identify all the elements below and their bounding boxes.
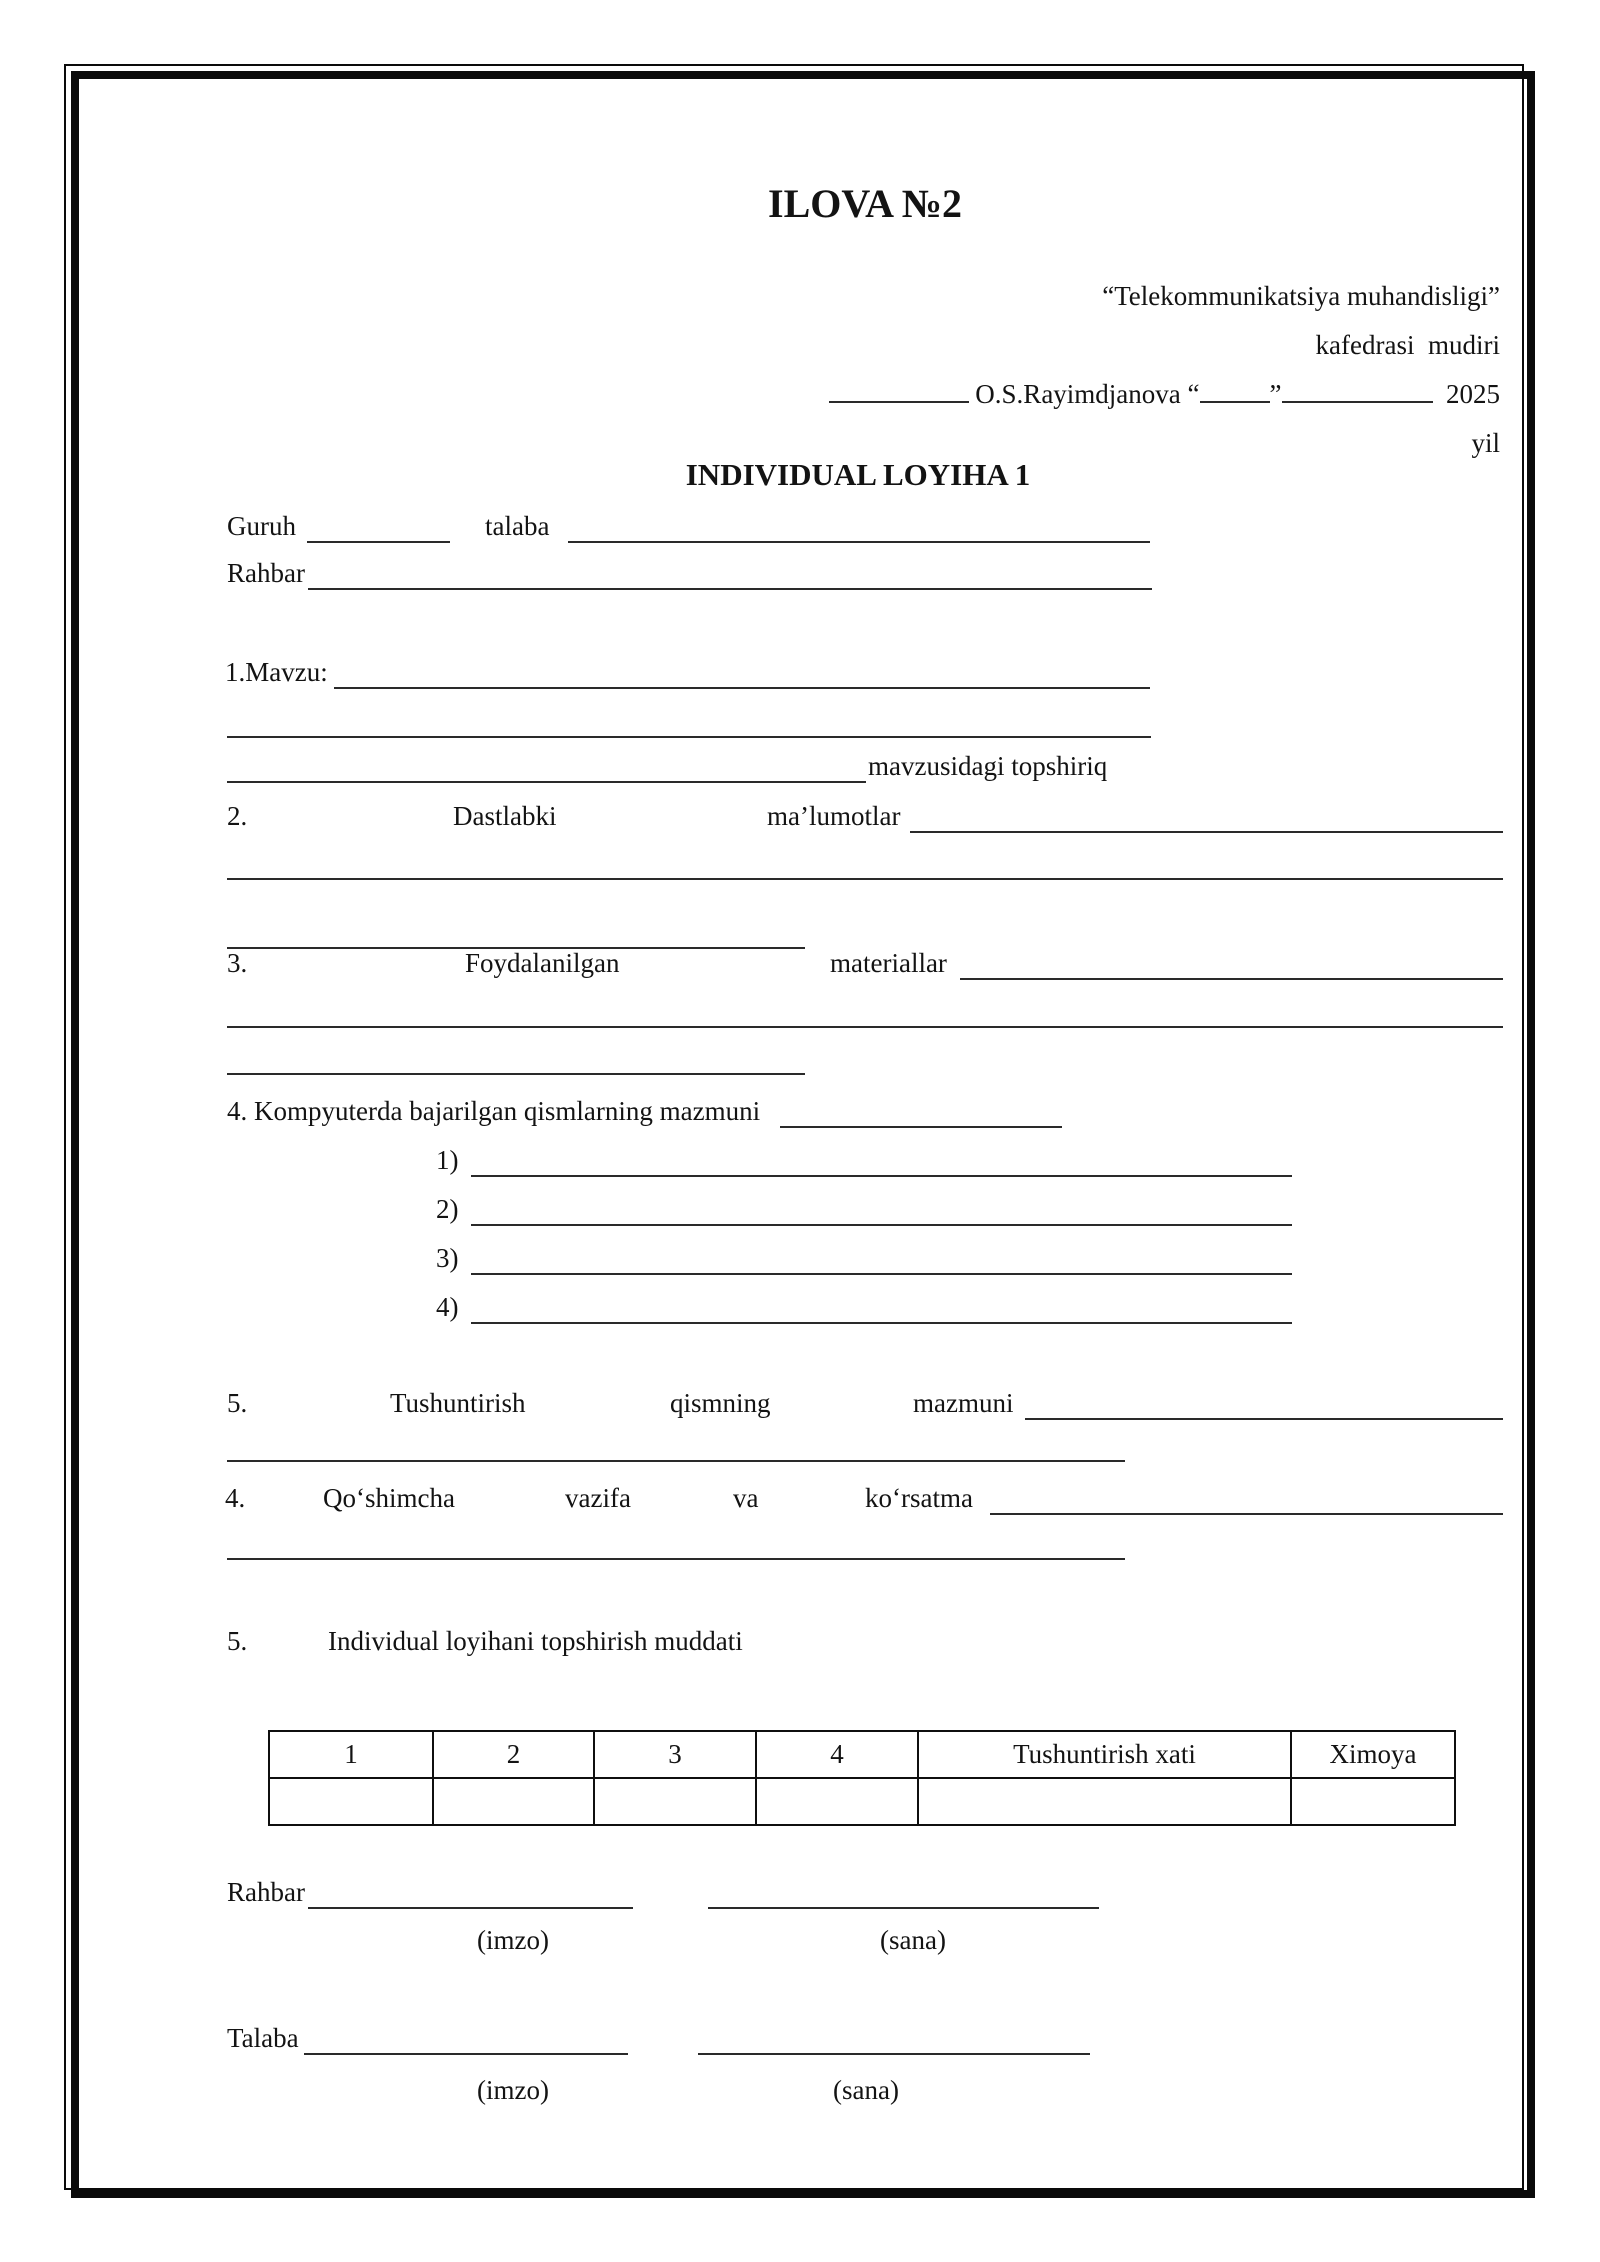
- item3-field-line-2: [227, 1026, 1503, 1028]
- item2-number: 2.: [227, 801, 248, 831]
- item3-word1: Foydalanilgan: [465, 948, 620, 978]
- signature-rahbar-sana-line: [708, 1907, 1099, 1909]
- mavzu-field-line-1: [334, 687, 1150, 689]
- schedule-cell-empty: [756, 1778, 918, 1825]
- schedule-header-2: 2: [433, 1731, 594, 1778]
- guruh-field-line: [307, 541, 450, 543]
- schedule-data-row: [269, 1778, 1455, 1825]
- signature-talaba-imzo-caption: (imzo): [477, 2075, 549, 2105]
- item3-number: 3.: [227, 948, 248, 978]
- schedule-cell-empty: [269, 1778, 433, 1825]
- item4-text: 4. Kompyuterda bajarilgan qismlarning mazmuni: [227, 1096, 761, 1126]
- subitem-2-line: [471, 1224, 1292, 1226]
- subitem-3-label: 3): [436, 1243, 459, 1273]
- signature-talaba-sana-line: [698, 2053, 1090, 2055]
- approval-signature-line: [829, 381, 1500, 408]
- talaba-field-line: [568, 541, 1150, 543]
- item6-word1: Qo‘shimcha: [323, 1483, 455, 1513]
- item2-field-line-2: [227, 878, 1503, 880]
- schedule-header-row: [269, 1731, 1455, 1778]
- item7-text: Individual loyihani topshirish muddati: [328, 1626, 743, 1656]
- signature-rahbar-imzo-caption: (imzo): [477, 1925, 549, 1955]
- approval-month-blank: [1282, 381, 1433, 403]
- schedule-header-1: 1: [269, 1731, 433, 1778]
- item6-field-line-2: [227, 1558, 1125, 1560]
- schedule-cell-empty: [433, 1778, 594, 1825]
- item6-number: 4.: [225, 1483, 246, 1513]
- item5-word3: mazmuni: [913, 1388, 1014, 1418]
- signature-rahbar-label: Rahbar: [227, 1877, 305, 1907]
- rahbar-label: Rahbar: [227, 558, 305, 588]
- signature-talaba-sana-caption: (sana): [833, 2075, 899, 2105]
- item6-word4: ko‘rsatma: [865, 1483, 973, 1513]
- signature-talaba-label: Talaba: [227, 2023, 299, 2053]
- item5-field-line-1: [1025, 1418, 1503, 1420]
- schedule-header-3: 3: [594, 1731, 756, 1778]
- item5-word1: Tushuntirish: [390, 1388, 526, 1418]
- schedule-cell-empty: [594, 1778, 756, 1825]
- approval-year-suffix: yil: [1471, 428, 1500, 458]
- subitem-2-label: 2): [436, 1194, 459, 1224]
- schedule-header-ximoya: Ximoya: [1291, 1731, 1455, 1778]
- item2-word1: Dastlabki: [453, 801, 557, 831]
- schedule-header-tushuntirish-xati: Tushuntirish xati: [918, 1731, 1291, 1778]
- approval-year: 2025: [1446, 379, 1500, 409]
- item2-field-line-1: [910, 831, 1503, 833]
- item4-field-line: [780, 1126, 1062, 1128]
- approval-department: “Telekommunikatsiya muhandisligi”: [1102, 281, 1500, 311]
- item6-word2: vazifa: [565, 1483, 631, 1513]
- item2-word2: ma’lumotlar: [767, 801, 901, 831]
- rahbar-field-line: [308, 588, 1152, 590]
- subitem-4-label: 4): [436, 1292, 459, 1322]
- schedule-cell-empty: [1291, 1778, 1455, 1825]
- item3-word2: materiallar: [830, 948, 947, 978]
- item5-field-line-2: [227, 1460, 1125, 1462]
- item6-word3: va: [733, 1483, 759, 1513]
- item7-number: 5.: [227, 1626, 248, 1656]
- subitem-1-label: 1): [436, 1145, 459, 1175]
- item5-number: 5.: [227, 1388, 248, 1418]
- subitem-1-line: [471, 1175, 1292, 1177]
- schedule-header-4: 4: [756, 1731, 918, 1778]
- approval-day-blank: [1200, 381, 1270, 403]
- approval-role: kafedrasi mudiri: [1315, 330, 1500, 360]
- close-quote: ”: [1269, 379, 1282, 409]
- approver-name: O.S.Rayimdjanova: [975, 379, 1181, 409]
- mavzu-field-line-2: [227, 736, 1151, 738]
- subitem-4-line: [471, 1322, 1292, 1324]
- mavzu-field-line-3: [227, 781, 866, 783]
- item3-field-line-1: [960, 978, 1503, 980]
- subitem-3-line: [471, 1273, 1292, 1275]
- guruh-label: Guruh: [227, 511, 296, 541]
- appendix-title: ILOVA №2: [768, 181, 962, 226]
- item5-word2: qismning: [670, 1388, 771, 1418]
- item3-field-line-3: [227, 1073, 805, 1075]
- schedule-cell-empty: [918, 1778, 1291, 1825]
- open-quote: “: [1187, 379, 1200, 409]
- talaba-label: talaba: [485, 511, 550, 541]
- signature-rahbar-imzo-line: [308, 1907, 633, 1909]
- schedule-table: [268, 1730, 1456, 1826]
- signature-rahbar-sana-caption: (sana): [880, 1925, 946, 1955]
- form-subtitle: INDIVIDUAL LOYIHA 1: [685, 457, 1031, 492]
- signature-talaba-imzo-line: [304, 2053, 628, 2055]
- mavzu-suffix-text: mavzusidagi topshiriq: [868, 751, 1108, 781]
- item6-field-line-1: [990, 1513, 1503, 1515]
- mavzu-label: 1.Mavzu:: [225, 657, 328, 687]
- approval-signature-blank: [829, 381, 969, 403]
